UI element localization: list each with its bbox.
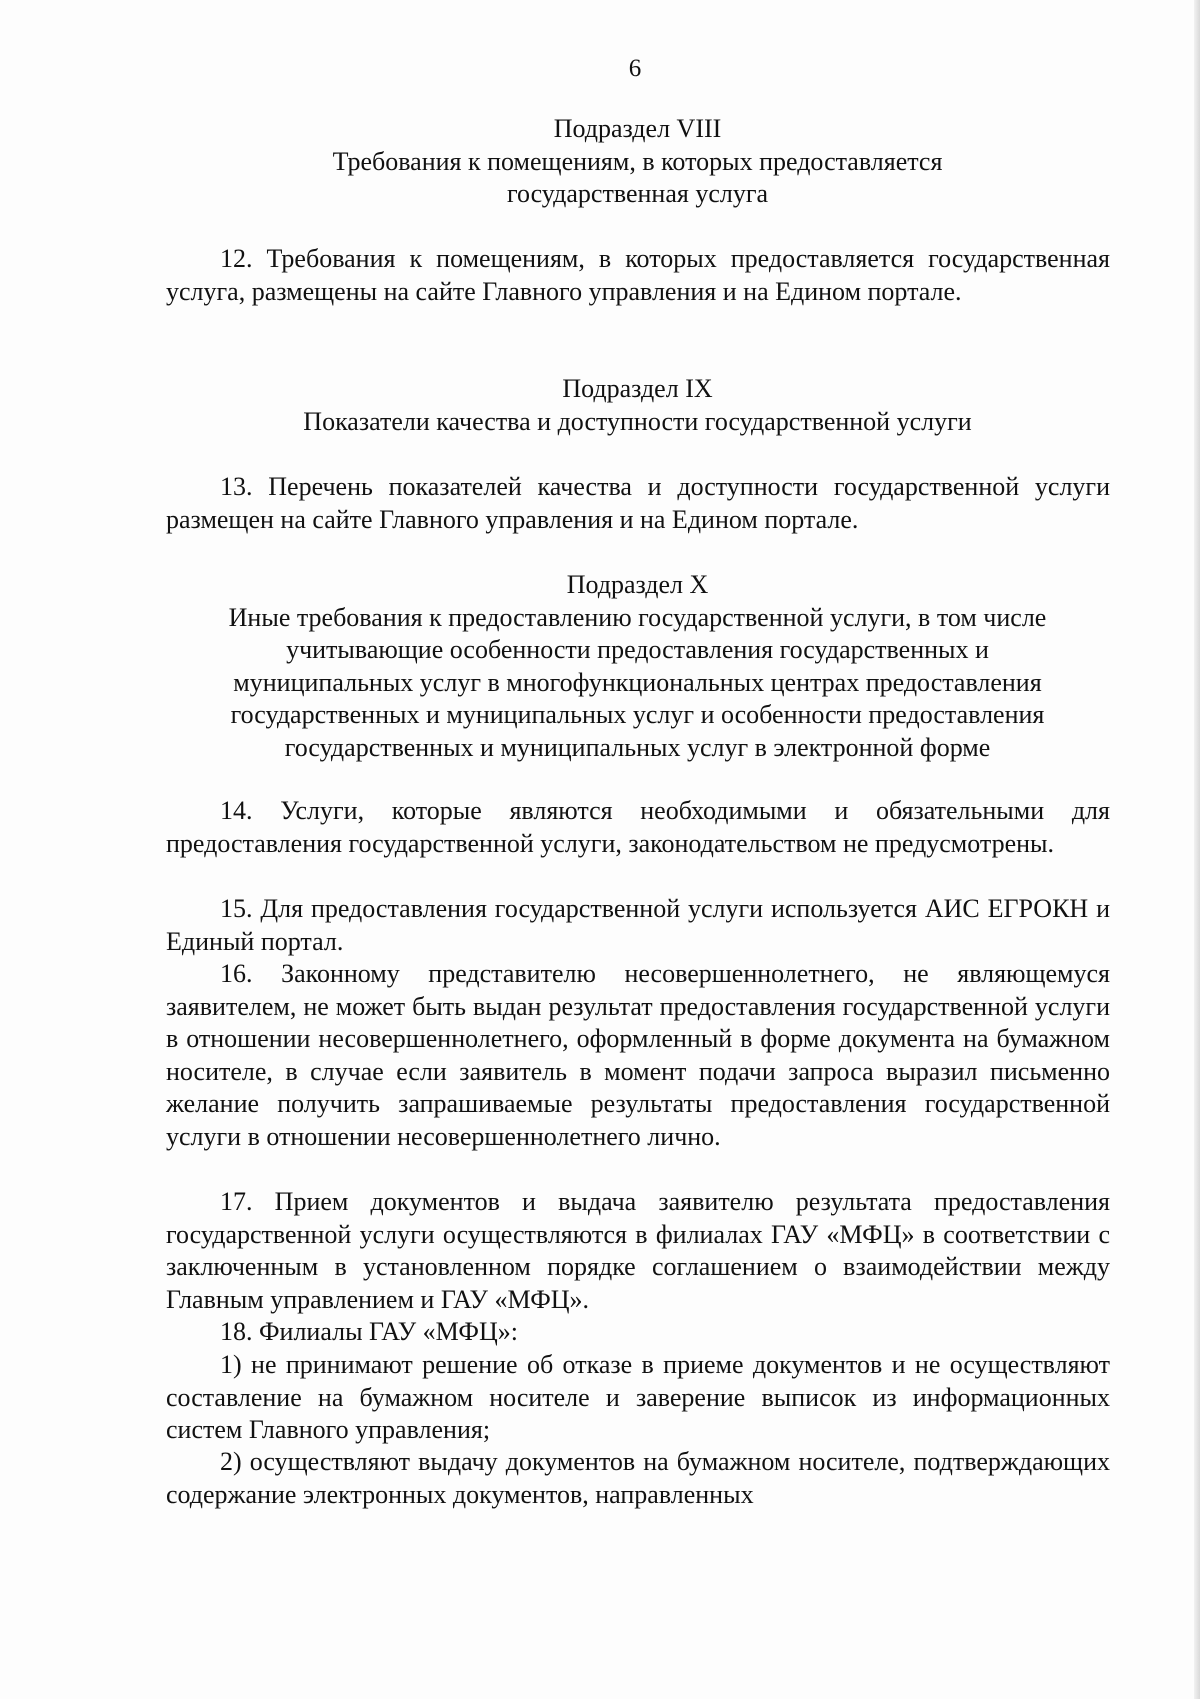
scan-edge-shadow bbox=[1194, 0, 1200, 1699]
subsection-10-heading-line: учитывающие особенности предоставления государственных и bbox=[286, 635, 989, 664]
subsection-8-heading-line: государственная услуга bbox=[506, 179, 769, 208]
subsection-10-heading-line: государственных и муниципальных услуг и особенности предоставления bbox=[230, 700, 1045, 729]
item-17-paragraph: 17. Прием документов и выдача заявителю результата предоставления государственной услуги осуществляются в филиалах ГАУ «МФЦ» в соответствии с заключенным в установленном порядке соглашением о взаимодействии между Главным управлением и ГАУ «МФЦ». bbox=[166, 1187, 1110, 1314]
item-18-subitem-1: 1) не принимают решение об отказе в приеме документов и не осуществляют составление на бумажном носителе и заверение выписок из информационных систем Главного управления; bbox=[166, 1350, 1110, 1444]
subsection-10-heading-line: Иные требования к предоставлению государственной услуги, в том числе bbox=[228, 602, 1047, 632]
item-15-paragraph: 15. Для предоставления государственной услуги используется АИС ЕГРОКН и Единый портал. bbox=[166, 894, 1110, 956]
item-12-paragraph: 12. Требования к помещениям, в которых предоставляется государственная услуга, размещены на сайте Главного управления и на Едином портале. bbox=[166, 244, 1110, 306]
subsection-8-title: Подраздел VIII bbox=[553, 114, 722, 143]
item-18-subitem-2: 2) осуществляют выдачу документов на бумажном носителе, подтверждающих содержание электронных документов, направленных bbox=[166, 1447, 1110, 1509]
subsection-10-heading-line: муниципальных услуг в многофункциональных центрах предоставления bbox=[233, 667, 1042, 697]
subsection-10-title: Подраздел X bbox=[566, 570, 709, 599]
item-18-intro: 18. Филиалы ГАУ «МФЦ»: bbox=[220, 1317, 518, 1346]
item-16-paragraph: 16. Законному представителю несовершеннолетнего, не являющемуся заявителем, не может быть выдан результат предоставления государственной услуги в отношении несовершеннолетнего, оформленный в форме документа на бумажном носителе, в случае если заявитель в момент подачи запроса выразил письменно желание получить запрашиваемые результаты предоставления государственной услуги в отношении несовершеннолетнего лично. bbox=[166, 959, 1110, 1151]
subsection-10-heading-line: государственных и муниципальных услуг в электронной форме bbox=[284, 732, 991, 762]
subsection-8-heading bbox=[150, 113, 1125, 211]
page-number: 6 bbox=[628, 55, 642, 82]
subsection-9-title: Подраздел IX bbox=[562, 374, 713, 403]
subsection-9-heading-line: Показатели качества и доступности государственной услуги bbox=[303, 406, 972, 436]
subsection-9-heading bbox=[150, 373, 1125, 438]
item-14-paragraph: 14. Услуги, которые являются необходимыми и обязательными для предоставления государственной услуги, законодательством не предусмотрены. bbox=[166, 796, 1110, 858]
item-13-paragraph: 13. Перечень показателей качества и доступности государственной услуги размещен на сайте Главного управления и на Едином портале. bbox=[166, 472, 1110, 534]
subsection-8-heading-line: Требования к помещениям, в которых предоставляется bbox=[332, 146, 943, 176]
subsection-10-heading bbox=[150, 569, 1125, 764]
